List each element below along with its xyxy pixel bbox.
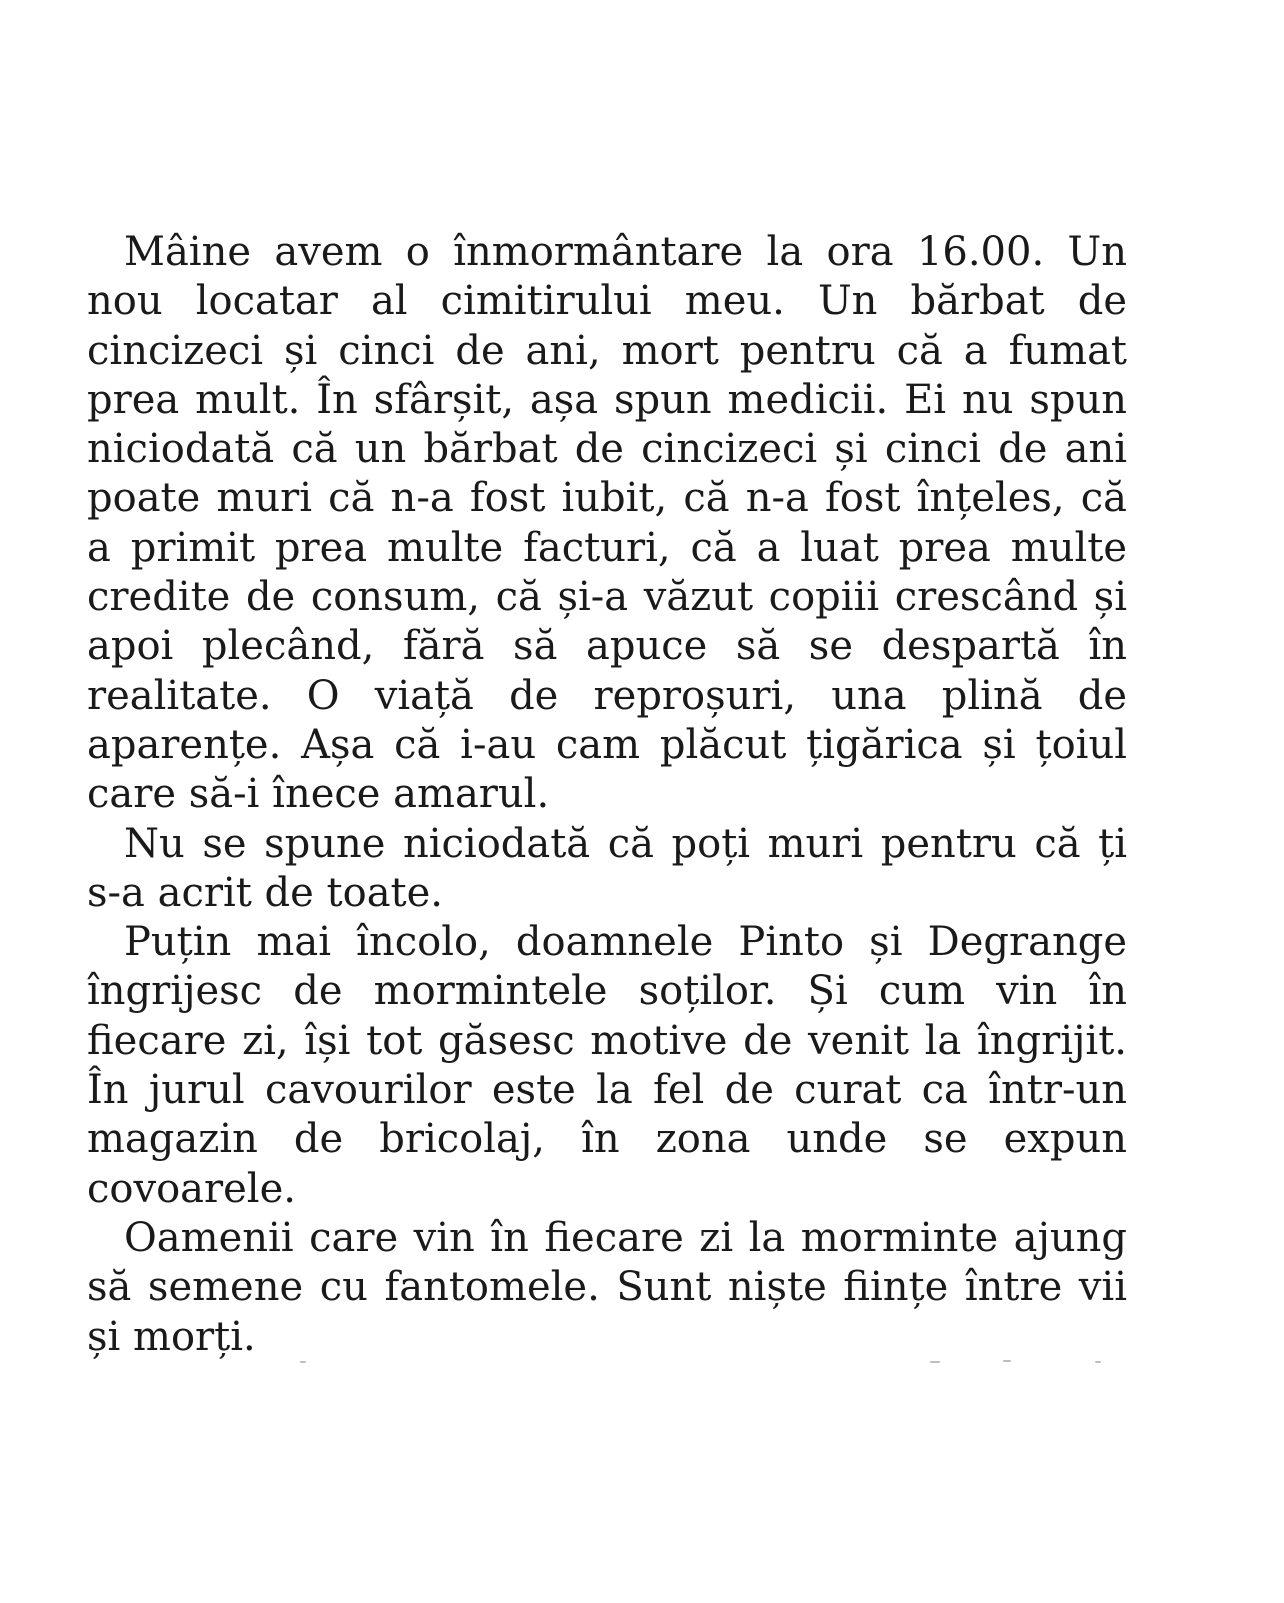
text-line: magazin de bricolaj, în zona unde se expun — [87, 1116, 1127, 1163]
text-line: apoi plecând, fără să apuce să se despartă în — [87, 623, 1127, 670]
text-line: prea mult. În sfârșit, așa spun medicii. Ei nu spun — [87, 376, 1127, 423]
text-line: Nu se spune niciodată că poți muri pentru că ți — [124, 820, 1127, 867]
scan-speck — [1003, 1360, 1011, 1362]
text-line: niciodată că un bărbat de cincizeci și cinci de ani — [87, 426, 1127, 473]
paragraph-3 — [87, 918, 1127, 1214]
text-line: să semene cu fantomele. Sunt niște ființe între vii — [87, 1264, 1127, 1311]
text-line: cincizeci și cinci de ani, mort pentru că a fumat — [87, 327, 1127, 374]
text-line: Mâine avem o înmormântare la ora 16.00. Un — [124, 229, 1127, 275]
text-line: fiecare zi, își tot găsesc motive de venit la îngrijit. — [87, 1017, 1127, 1064]
text-line: care să-i înece amarul. — [87, 771, 550, 818]
text-line: realitate. O viață de reproșuri, una plină de — [87, 672, 1127, 719]
text-line: s-a acrit de toate. — [87, 869, 444, 916]
text-line: poate muri că n-a fost iubit, că n-a fost înțeles, că — [87, 475, 1127, 522]
text-line: nou locatar al cimitirului meu. Un bărbat de — [87, 278, 1127, 325]
text-line: aparențe. Așa că i-au cam plăcut țigărica și țoiul — [87, 721, 1127, 768]
scan-speck — [930, 1361, 940, 1363]
text-line: Puțin mai încolo, doamnele Pinto și Degrange — [124, 919, 1127, 966]
scan-speck — [300, 1361, 306, 1363]
body-text — [87, 228, 1127, 1362]
text-line: În jurul cavourilor este la fel de curat ca într-un — [87, 1067, 1127, 1114]
paragraph-2 — [87, 820, 1127, 919]
text-line: a primit prea multe facturi, că a luat prea multe — [87, 524, 1127, 571]
text-line: covoarele. — [87, 1165, 296, 1212]
text-line: Oamenii care vin în fiecare zi la morminte ajung — [124, 1214, 1127, 1261]
text-line: credite de consum, că și-a văzut copiii crescând și — [87, 574, 1127, 621]
scan-speck — [1095, 1361, 1101, 1363]
paragraph-4 — [87, 1214, 1127, 1362]
paragraph-1 — [87, 228, 1127, 820]
text-line: îngrijesc de mormintele soților. Și cum vin în — [87, 968, 1127, 1015]
text-line: și morți. — [87, 1313, 256, 1360]
